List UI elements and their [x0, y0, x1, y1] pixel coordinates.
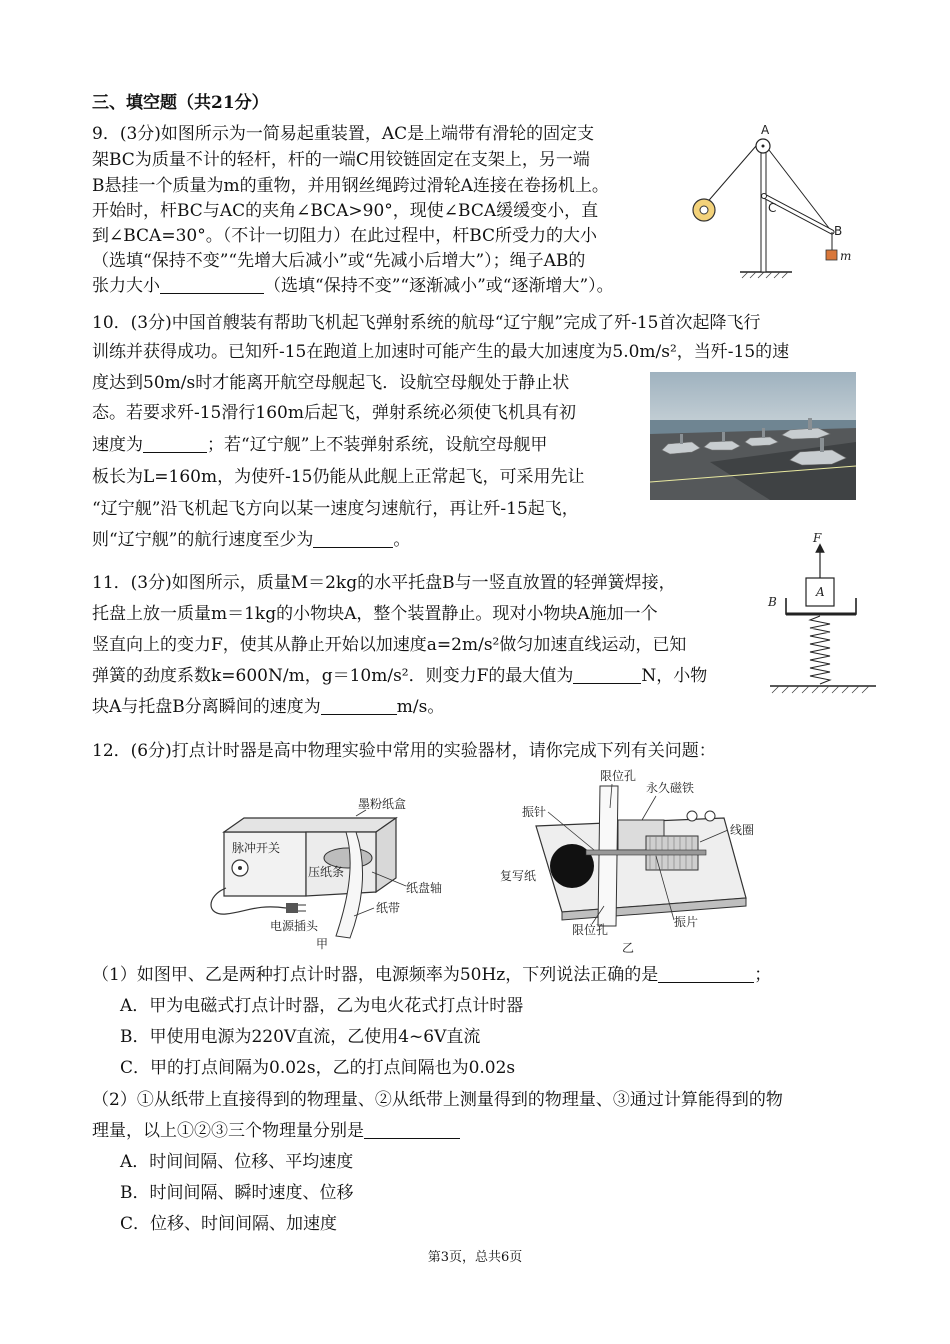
- q11-answer-blank-2[interactable]: [321, 698, 397, 715]
- label-needle: 振针: [522, 805, 547, 819]
- q10-line: “辽宁舰”沿飞机起飞方向以某一速度匀速航行，再让歼-15起飞，: [92, 499, 579, 519]
- q12-part1: [92, 964, 771, 986]
- q9-line: （选填“保持不变”“先增大后减小”或“先减小后增大”）；绳子AB的: [92, 251, 586, 271]
- q9-answer-blank[interactable]: [160, 277, 264, 294]
- q9-last-suffix: （选填“保持不变”“逐渐减小”或“逐渐增大”）。: [264, 276, 614, 296]
- q10-line: [92, 529, 410, 551]
- aircraft-carrier-photo: [650, 372, 856, 500]
- caption-jia: 甲: [316, 937, 329, 951]
- label-box: 墨粉纸盒: [358, 797, 407, 811]
- label-switch: 脉冲开关: [232, 841, 281, 855]
- q10-line: 板长为L=160m，为使歼-15仍能从此舰上正常起飞，可采用先让: [92, 467, 585, 487]
- q10-line: 度达到50m/s时才能离开航空母舰起飞．设航空母舰处于静止状: [92, 373, 570, 393]
- q12-option: B．甲使用电源为220V直流，乙使用4~6V直流: [120, 1027, 481, 1047]
- q11-line4-prefix: 弹簧的劲度系数k=600N/m，g＝10m/s²．则变力F的最大值为: [92, 666, 574, 686]
- q11-line4-suffix: N，小物: [641, 666, 708, 686]
- q10-answer-blank-2[interactable]: [313, 531, 393, 548]
- q11-answer-blank-1[interactable]: [573, 667, 641, 684]
- q12-part2-line: （2）①从纸带上直接得到的物理量、②从纸带上测量得到的物理量、③通过计算能得到的物: [92, 1090, 783, 1110]
- q9-last-line: [92, 275, 614, 297]
- label-a: A: [761, 123, 770, 137]
- label-hole-bottom: 限位孔: [572, 923, 609, 937]
- q9-line: 到∠BCA=30°。（不计一切阻力）在此过程中，杆BC所受力的大小: [92, 226, 598, 246]
- q12-answer-blank-2[interactable]: [364, 1122, 460, 1139]
- label-carbon: 复写纸: [500, 869, 537, 883]
- label-reed: 振片: [674, 915, 699, 929]
- q12-option: B．时间间隔、瞬时速度、位移: [120, 1183, 354, 1203]
- q10-line: [92, 434, 547, 456]
- q12-part1-prefix: （1）如图甲、乙是两种打点计时器，电源频率为50Hz，下列说法正确的是: [92, 965, 659, 985]
- label-plug: 电源插头: [270, 919, 319, 933]
- q11-line: 11．(3分)如图所示，质量M＝2kg的水平托盘B与一竖直放置的轻弹簧焊接，: [92, 573, 676, 593]
- q10-line5-prefix: 速度为: [92, 435, 143, 455]
- label-tape: 纸带: [376, 901, 401, 915]
- q9-line: 9．(3分)如图所示为一简易起重装置，AC是上端带有滑轮的固定支: [92, 124, 595, 144]
- q10-line: 态。若要求歼-15滑行160m后起飞，弹射系统必须使飞机具有初: [92, 403, 576, 423]
- q12-part2-line: [92, 1120, 460, 1142]
- section-heading: 三、填空题（共21分）: [92, 93, 269, 113]
- spark-timer-figure: [196, 796, 450, 956]
- q10-line5-suffix: ；若“辽宁舰”上不装弹射系统，设航空母舰甲: [207, 435, 548, 455]
- q10-line: 训练并获得成功。已知歼-15在跑道上加速时可能产生的最大加速度为5.0m/s²，当歼-15的速: [92, 342, 790, 362]
- q11-line5-prefix: 块A与托盘B分离瞬间的速度为: [92, 697, 321, 717]
- label-axis: 纸盘轴: [406, 881, 443, 895]
- q10-answer-blank-1[interactable]: [143, 436, 207, 453]
- label-f: F: [813, 531, 822, 545]
- label-press: 压纸条: [308, 865, 345, 879]
- q9-line: 开始时，杆BC与AC的夹角∠BCA>90°，现使∠BCA缓缓变小，直: [92, 201, 599, 221]
- q11-line: [92, 696, 444, 718]
- label-coil: 线圈: [730, 823, 755, 837]
- label-a: A: [816, 585, 825, 599]
- q12-part1-suffix: ；: [754, 965, 772, 985]
- label-m: m: [840, 249, 852, 263]
- q12-part2-prefix: 理量，以上①②③三个物理量分别是: [92, 1121, 364, 1141]
- caption-yi: 乙: [622, 941, 635, 955]
- q10-line: 10．(3分)中国首艘装有帮助飞机起飞弹射系统的航母“辽宁舰”完成了歼-15首次起降飞行: [92, 313, 761, 333]
- crane-diagram: [682, 120, 862, 280]
- q9-line: B悬挂一个质量为m的重物，并用钢丝绳跨过滑轮A连接在卷扬机上。: [92, 176, 609, 196]
- q12-line: 12．(6分)打点计时器是高中物理实验中常用的实验器材，请你完成下列有关问题：: [92, 741, 716, 761]
- label-magnet: 永久磁铁: [646, 781, 695, 795]
- electromagnetic-timer-figure: [496, 766, 786, 956]
- q11-line5-suffix: m/s。: [396, 697, 445, 717]
- q9-line: 架BC为质量不计的轻杆，杆的一端C用铰链固定在支架上，另一端: [92, 150, 590, 170]
- label-b: B: [768, 595, 777, 609]
- label-hole-top: 限位孔: [600, 769, 637, 783]
- q12-option: C．位移、时间间隔、加速度: [120, 1214, 338, 1234]
- q12-option: C．甲的打点间隔为0.02s，乙的打点间隔也为0.02s: [120, 1058, 516, 1078]
- q11-line: [92, 665, 707, 687]
- page-footer: 第3页，总共6页: [427, 1250, 523, 1265]
- q12-answer-blank-1[interactable]: [658, 966, 754, 983]
- q10-line8-prefix: 则“辽宁舰”的航行速度至少为: [92, 530, 314, 550]
- q11-line: 托盘上放一质量m＝1kg的小物块A，整个装置静止。现对小物块A施加一个: [92, 604, 658, 624]
- q11-line: 竖直向上的变力F，使其从静止开始以加速度a=2m/s²做匀加速直线运动，已知: [92, 635, 687, 655]
- label-c: C: [768, 201, 777, 215]
- q9-last-prefix: 张力大小: [92, 276, 160, 296]
- q12-option: A．甲为电磁式打点计时器，乙为电火花式打点计时器: [120, 996, 524, 1016]
- label-b: B: [834, 224, 843, 238]
- q12-option: A．时间间隔、位移、平均速度: [120, 1152, 354, 1172]
- q10-line8-suffix: 。: [393, 530, 411, 550]
- spring-tray-diagram: [762, 530, 882, 702]
